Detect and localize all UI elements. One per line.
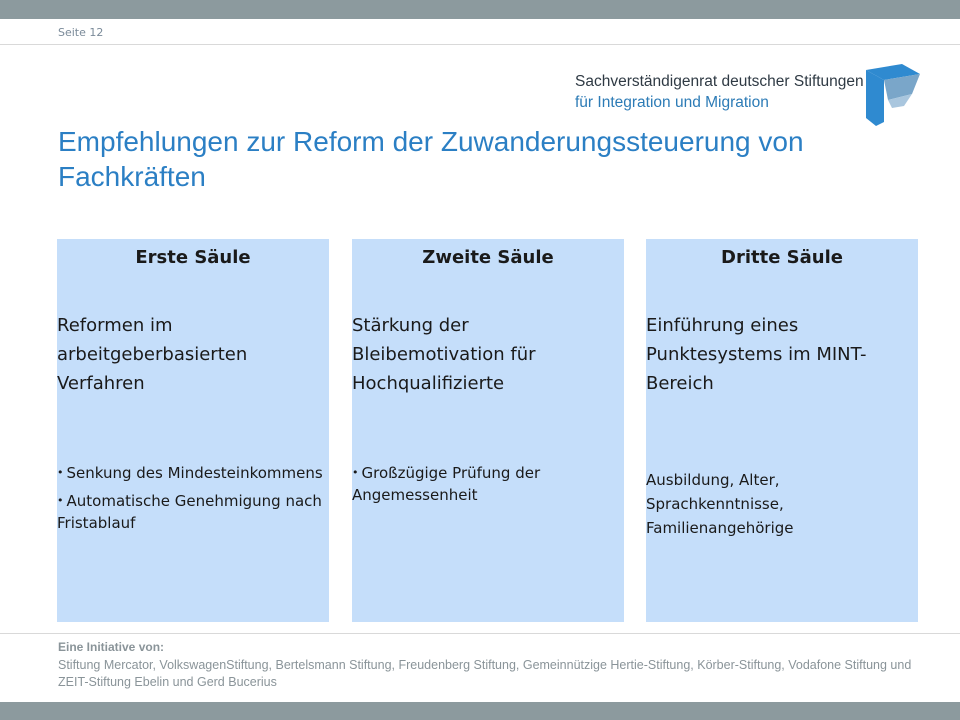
pillar-heading: Erste Säule [135, 247, 251, 268]
footer-divider [0, 633, 960, 634]
pillar-column-3 [646, 239, 918, 622]
pillar-bullet-list [57, 462, 323, 540]
pillar-heading: Zweite Säule [422, 247, 554, 268]
svr-logo-icon [862, 60, 924, 126]
bullet-icon: • [57, 466, 64, 479]
org-name-line1: Sachverständigenrat deutscher Stiftungen [575, 73, 864, 90]
list-item: • Automatische Genehmigung nach Fristablauf [57, 492, 322, 532]
bullet-icon: • [57, 494, 64, 507]
pillar-column-2 [352, 239, 624, 622]
bullet-icon: • [352, 466, 359, 479]
page-number: Seite 12 [58, 26, 104, 39]
list-item: • Großzügige Prüfung der Angemessenheit [352, 464, 541, 504]
slide-title: Empfehlungen zur Reform der Zuwanderungssteuerung von Fachkräften [58, 126, 804, 192]
pillar-heading: Dritte Säule [721, 247, 843, 268]
top-bar [0, 0, 960, 19]
org-name-line2: für Integration und Migration [575, 94, 769, 111]
pillar-bullet-list [352, 462, 618, 512]
pillar-subtitle: Stärkung der Bleibemotivation für Hochqualifizierte [352, 315, 536, 394]
pillar-column-1 [57, 239, 329, 622]
header-divider [0, 44, 960, 45]
bottom-bar [0, 702, 960, 720]
footer-label: Eine Initiative von: [58, 640, 165, 654]
pillar-subtitle: Reformen im arbeitgeberbasierten Verfahren [57, 315, 248, 394]
organization-name [575, 71, 865, 113]
list-item: • Senkung des Mindesteinkommens [57, 464, 323, 482]
pillar-subtitle: Einführung eines Punktesystems im MINT-Bereich [646, 315, 867, 394]
pillar-description: Ausbildung, Alter, Sprachkenntnisse, Familienangehörige [646, 471, 794, 537]
footer-sponsors: Stiftung Mercator, VolkswagenStiftung, Bertelsmann Stiftung, Freudenberg Stiftung, Gemeinnützige Hertie-Stiftung, Körber-Stiftung, Vodafone Stiftung und ZEIT-Stiftung Ebelin und Gerd Bucerius [58, 658, 912, 689]
